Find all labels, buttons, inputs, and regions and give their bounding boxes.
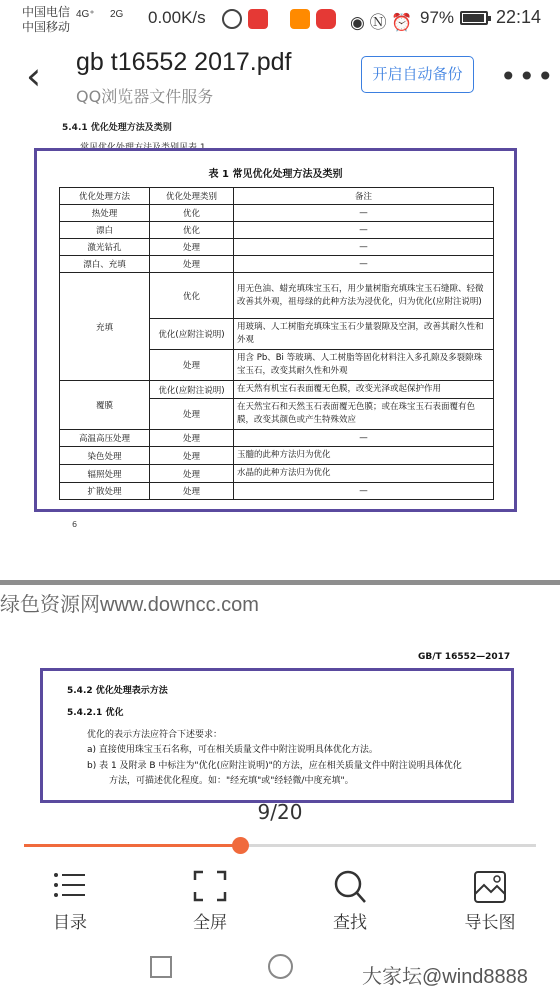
- long-image-icon: [473, 870, 507, 904]
- pdf-page-7: [0, 620, 560, 820]
- cell-category: 处理: [150, 350, 234, 381]
- document-title: gb t16552 2017.pdf: [76, 48, 292, 76]
- list-icon: [53, 870, 87, 900]
- app-w-icon: [248, 9, 268, 29]
- cell-note: —: [234, 205, 494, 222]
- cell-method: 漂白、充填: [60, 256, 150, 273]
- more-options-icon[interactable]: •••: [500, 60, 556, 93]
- search-icon: [333, 870, 367, 904]
- cell-note: 用含 Pb、Bi 等玻璃、人工树脂等固化材料注入多孔隙及多裂隙珠宝玉石，改变其耐久性和外观: [234, 350, 494, 381]
- table-row: [60, 430, 494, 447]
- cell-method: 染色处理: [60, 447, 150, 465]
- document-source: QQ浏览器文件服务: [76, 87, 214, 106]
- column-header: 备注: [234, 188, 494, 205]
- cell-category: 处理: [150, 483, 234, 500]
- subsection-heading: 5.4.2.1 优化: [67, 708, 124, 718]
- section-heading: 5.4.2 优化处理表示方法: [67, 686, 168, 696]
- page-indicator: 9/20: [257, 800, 303, 824]
- cell-category: 处理: [150, 256, 234, 273]
- page-slider-track[interactable]: [24, 844, 536, 847]
- site-watermark: 绿色资源网www.downcc.com: [0, 594, 259, 616]
- eye-icon: ◉: [350, 13, 365, 32]
- cell-method: 漂白: [60, 222, 150, 239]
- carrier-mobile: 中国移动: [22, 20, 71, 34]
- signal-2g-icon: 2G: [110, 9, 124, 20]
- cell-category: 处理: [150, 430, 234, 447]
- cell-method: 充填: [60, 273, 150, 381]
- app-header: [0, 40, 560, 112]
- cell-category: 处理: [150, 399, 234, 430]
- cell-note: 用无色油、蜡充填珠宝玉石，用少量树脂充填珠宝玉石缝隙、轻微改善其外观，祖母绿的此种方法为浸优化，归为优化(应附注说明): [234, 273, 494, 319]
- wechat-icon: [222, 9, 242, 29]
- page-number: 6: [72, 520, 78, 529]
- cell-category: 处理: [150, 465, 234, 483]
- cell-note: 玉髓的此种方法归为优化: [234, 447, 494, 465]
- table-row: [60, 239, 494, 256]
- app-c-icon: [316, 9, 336, 29]
- cell-note: —: [234, 239, 494, 256]
- toc-button[interactable]: [20, 860, 120, 942]
- table-row: [60, 273, 494, 319]
- cell-category: 优化(应附注说明): [150, 381, 234, 399]
- cell-note: —: [234, 430, 494, 447]
- cell-method: 热处理: [60, 205, 150, 222]
- cell-method: 激光钻孔: [60, 239, 150, 256]
- cell-method: 辐照处理: [60, 465, 150, 483]
- table-header-row: [60, 188, 494, 205]
- fullscreen-button[interactable]: [160, 860, 260, 942]
- table-row: [60, 483, 494, 500]
- toc-label: 目录: [53, 913, 87, 933]
- list-item-b-cont: 方法，可描述优化程度。如："经充填"或"经轻微/中度充填"。: [109, 776, 354, 786]
- system-icons: [350, 8, 412, 33]
- long-image-button[interactable]: [440, 860, 540, 942]
- cell-category: 优化: [150, 222, 234, 239]
- optimization-table: [59, 187, 494, 500]
- cell-method: 扩散处理: [60, 483, 150, 500]
- cell-category: 优化: [150, 273, 234, 319]
- alarm-icon: ⏰: [391, 13, 413, 32]
- app-ad-icon: [290, 9, 310, 29]
- carrier-telecom: 中国电信: [22, 5, 71, 19]
- bottom-toolbar: [0, 860, 560, 942]
- battery-percent: 97%: [420, 8, 455, 27]
- table-caption: 表 1 常见优化处理方法及类别: [208, 169, 343, 180]
- carrier-info: [22, 5, 70, 35]
- home-icon[interactable]: [268, 954, 293, 979]
- column-header: 优化处理类别: [150, 188, 234, 205]
- list-item-a: a) 直接使用珠宝玉石名称，可在相关质量文件中附注说明具体优化方法。: [87, 745, 378, 755]
- cell-note: 在天然有机宝石表面覆无色膜，改变光泽或起保护作用: [234, 381, 494, 399]
- back-arrow-icon[interactable]: ‹: [26, 54, 42, 98]
- fullscreen-label: 全屏: [193, 913, 227, 933]
- page-slider-thumb[interactable]: [232, 837, 249, 854]
- paragraph: 优化的表示方法应符合下述要求：: [87, 730, 223, 740]
- search-label: 查找: [333, 913, 367, 933]
- nfc-icon: Ⓝ: [369, 13, 387, 32]
- table-row: [60, 465, 494, 483]
- cell-note: —: [234, 483, 494, 500]
- cell-note: —: [234, 222, 494, 239]
- network-speed: 0.00K/s: [148, 8, 206, 27]
- status-bar: [0, 0, 560, 40]
- page-separator: [0, 580, 560, 585]
- table-row: [60, 205, 494, 222]
- table-row: [60, 222, 494, 239]
- clock: 22:14: [496, 7, 542, 27]
- cell-note: —: [234, 256, 494, 273]
- cell-method: 覆膜: [60, 381, 150, 430]
- signal-4g-icon: 4G⁺: [76, 9, 95, 20]
- cell-note: 水晶的此种方法归为优化: [234, 465, 494, 483]
- fullscreen-icon: [193, 870, 227, 902]
- page-slider-fill: [24, 844, 240, 847]
- table-row: [60, 447, 494, 465]
- forum-watermark: 大家坛@wind8888: [362, 966, 528, 988]
- cell-category: 处理: [150, 447, 234, 465]
- search-button[interactable]: [300, 860, 400, 942]
- text-highlight-box: [40, 668, 514, 803]
- battery-icon: [460, 11, 488, 25]
- long-image-label: 导长图: [464, 913, 516, 933]
- auto-backup-button[interactable]: 开启自动备份: [361, 56, 474, 93]
- list-item-b: b) 表 1 及附录 B 中标注为"优化(应附注说明)"的方法，应在相关质量文件中附注说明具体优化: [87, 761, 462, 771]
- cell-note: 用玻璃、人工树脂充填珠宝玉石少量裂隙及空洞，改善其耐久性和外观: [234, 319, 494, 350]
- cell-category: 优化: [150, 205, 234, 222]
- column-header: 优化处理方法: [60, 188, 150, 205]
- section-heading: 5.4.1 优化处理方法及类别: [62, 123, 172, 133]
- table-row: [60, 381, 494, 399]
- pdf-page-6: [0, 112, 560, 580]
- table-highlight-box: [34, 148, 517, 512]
- cell-method: 高温高压处理: [60, 430, 150, 447]
- recent-apps-icon[interactable]: [150, 956, 172, 978]
- table-row: [60, 256, 494, 273]
- cell-category: 处理: [150, 239, 234, 256]
- cell-note: 在天然宝石和天然玉石表面覆无色膜；或在珠宝玉石表面覆有色膜，改变其颜色或产生特殊效应: [234, 399, 494, 430]
- system-nav-bar: [0, 942, 560, 996]
- cell-category: 优化(应附注说明): [150, 319, 234, 350]
- standard-number: GB/T 16552—2017: [418, 652, 511, 662]
